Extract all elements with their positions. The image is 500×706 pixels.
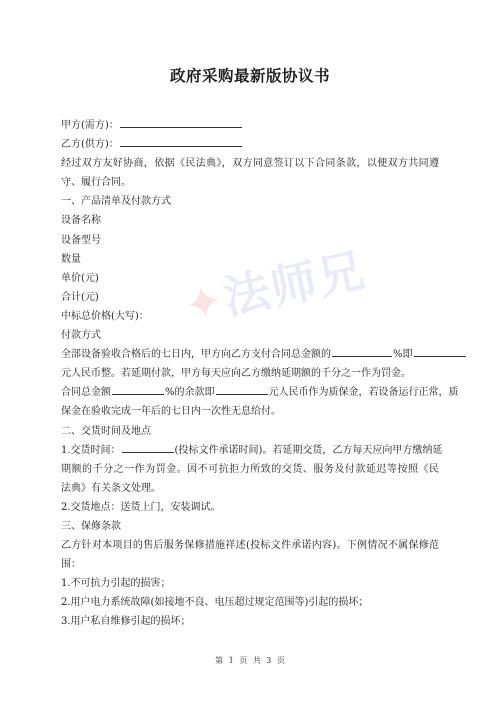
warranty-exclusion-item: 2.用户电力系统故障(如接地不良、电压超过规定范围等)引起的损坏； <box>61 597 369 609</box>
unit-price-label: 单价(元) <box>61 272 99 284</box>
quantity-label: 数量 <box>61 253 81 265</box>
page-footer: 第 1 页 共 3 页 <box>215 656 285 665</box>
amount-blank <box>414 345 466 357</box>
intro-line: 守、履行合同。 <box>61 177 131 189</box>
warranty-exclusion-item: 1.不可抗力引起的损害； <box>61 578 171 590</box>
payment-line <box>61 345 439 364</box>
intro-line: 经过双方友好协商，依据《民法典》，双方同意签订以下合同条款，以便双方共同遵 <box>61 158 439 170</box>
delivery-time-blank <box>122 441 174 453</box>
payment-line <box>61 383 459 402</box>
party-b-blank <box>120 135 242 147</box>
amount-blank <box>216 383 268 395</box>
payment-line: 元人民币整。若延期付款，甲方每天应向乙方缴纳延期额的千分之一作为罚金。 <box>61 368 411 380</box>
payment-method-label: 付款方式 <box>61 330 101 342</box>
delivery-text: 1.交货时间： <box>61 444 121 456</box>
total-label: 合计(元) <box>61 291 99 303</box>
party-a-label: 甲方(需方)： <box>61 120 119 131</box>
payment-text: 全部设备验收合格后的七日内，甲方向乙方支付合同总金额的 <box>61 349 331 361</box>
document-body <box>61 116 459 632</box>
payment-text: 元人民币作为质保金，若设备运行正常，质 <box>268 387 459 399</box>
party-b-line <box>61 135 439 154</box>
delivery-line: 期额的千分之一作为罚金。因不可抗拒力所致的交货、服务及付款延迟等按照《民 <box>61 463 439 475</box>
section-heading: 三、保修条款 <box>61 520 121 532</box>
payment-text: %即 <box>393 349 413 361</box>
section-heading: 一、产品清单及付款方式 <box>61 196 171 208</box>
warranty-line: 围： <box>61 559 81 571</box>
payment-line: 保金在验收完成一年后的七日内一次性无息给付。 <box>61 406 281 418</box>
delivery-line: 法典》有关条文处理。 <box>61 482 161 494</box>
payment-text: %的余款即 <box>165 387 215 399</box>
delivery-place-line: 2.交货地点：送货上门，安装调试。 <box>61 501 221 513</box>
percent-blank <box>112 383 164 395</box>
document-title: 政府采购最新版协议书 <box>169 66 330 85</box>
section-heading: 二、交货时间及地点 <box>61 425 151 437</box>
payment-text: 合同总金额 <box>61 387 111 399</box>
delivery-text: (投标文件承诺时间)。若延期交货，乙方每天应向甲方缴纳延 <box>174 444 443 456</box>
device-name-label: 设备名称 <box>61 215 101 227</box>
bid-total-label: 中标总价格(大写)： <box>61 310 149 322</box>
device-model-label: 设备型号 <box>61 234 101 246</box>
party-b-label: 乙方(供方)： <box>61 139 119 151</box>
watermark-text: 法师兄 <box>218 242 371 326</box>
watermark-mark-icon: ✦ <box>179 272 230 334</box>
party-a-line <box>61 116 439 135</box>
percent-blank <box>332 345 392 357</box>
party-a-blank <box>120 116 242 128</box>
warranty-exclusion-item: 3.用户私自维修引起的损坏； <box>61 616 191 628</box>
delivery-line <box>61 441 443 460</box>
warranty-line: 乙方针对本项目的售后服务保修措施祥述(投标文件承诺内容)。下例情况不属保修范 <box>61 540 439 552</box>
